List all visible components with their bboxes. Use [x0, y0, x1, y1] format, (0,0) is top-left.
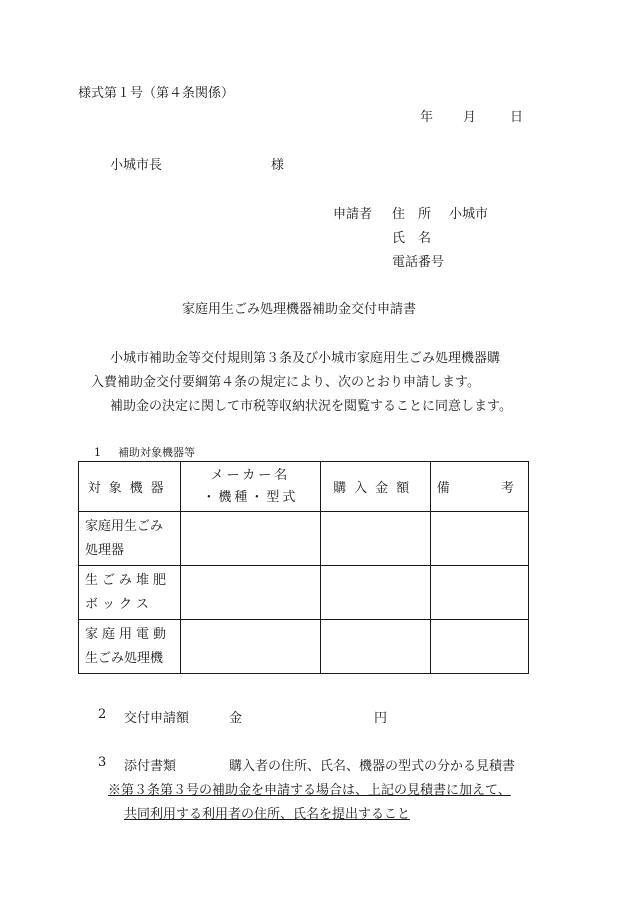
table-row: [79, 512, 529, 566]
form-number: 様式第１号（第４条関係）: [78, 86, 235, 101]
table-header-row: [79, 462, 529, 512]
section2-number: 2: [98, 707, 107, 722]
maker-model-cell[interactable]: [181, 512, 320, 566]
header-maker-line1: メーカー名: [210, 467, 291, 483]
header-equipment-type: 対象機器: [79, 462, 181, 512]
header-remarks-right: 考: [500, 481, 514, 496]
row-equipment-label: [79, 620, 181, 674]
section2-label: 交付申請額: [124, 711, 190, 726]
body-paragraph-line: 入費補助金交付要綱第４条の規定により、次のとおり申請します。: [91, 375, 480, 390]
maker-model-cell[interactable]: [181, 566, 320, 620]
section1-number: 1: [94, 446, 101, 459]
row-equipment-label: [79, 512, 181, 566]
header-maker-model: [181, 462, 320, 512]
remarks-cell[interactable]: [430, 620, 528, 674]
purchase-price-cell[interactable]: [320, 512, 430, 566]
attachment-description: 購入者の住所、氏名、機器の型式の分かる見積書: [229, 759, 516, 774]
remarks-cell[interactable]: [430, 512, 528, 566]
row-label-line1: 家庭用生ごみ: [85, 518, 164, 534]
attachment-note-line1: ※第３条第３号の補助金を申請する場合は、上記の見積書に加えて、: [108, 783, 511, 798]
header-remarks: [430, 462, 528, 512]
consent-paragraph: 補助金の決定に関して市税等収納状況を閲覧することに同意します。: [110, 399, 512, 414]
applicant-label: 申請者: [333, 207, 373, 222]
date-month-label: 月: [463, 110, 477, 125]
row-label-line2: 処理器: [85, 542, 125, 558]
section1-heading: [94, 444, 195, 460]
addressee-honorific: 様: [271, 158, 285, 173]
address-value: 小城市: [449, 207, 489, 222]
maker-model-cell[interactable]: [181, 620, 320, 674]
address-label: 住 所: [392, 207, 432, 222]
row-label-line1: 生ごみ堆肥: [85, 572, 171, 588]
date-year-label: 年: [420, 110, 434, 125]
section1-title: 補助対象機器等: [118, 446, 195, 459]
row-label-line2: 生ごみ処理機: [85, 650, 164, 666]
date-day-label: 日: [510, 110, 524, 125]
body-paragraph-line: 小城市補助金等交付規則第３条及び小城市家庭用生ごみ処理機器購: [110, 351, 501, 366]
section3-label: 添付書類: [124, 759, 177, 774]
table-row: [79, 566, 529, 620]
purchase-price-cell[interactable]: [320, 566, 430, 620]
header-purchase-price: 購入金額: [320, 462, 430, 512]
document-title: 家庭用生ごみ処理機器補助金交付申請書: [182, 302, 417, 317]
section3-number: 3: [98, 755, 107, 770]
purchase-price-cell[interactable]: [320, 620, 430, 674]
amount-suffix: 円: [374, 711, 388, 726]
row-label-line1: 家庭用電動: [85, 626, 171, 642]
remarks-cell[interactable]: [430, 566, 528, 620]
table-row: [79, 620, 529, 674]
phone-label: 電話番号: [392, 255, 445, 270]
row-label-line2: ボックス: [85, 596, 153, 612]
header-maker-line2: ・機種・型式: [202, 489, 299, 505]
amount-prefix: 金: [229, 711, 243, 726]
header-remarks-left: 備: [436, 481, 450, 496]
row-equipment-label: [79, 566, 181, 620]
name-label: 氏 名: [392, 231, 432, 246]
attachment-note-line2: 共同利用する利用者の住所、氏名を提出すること: [124, 807, 411, 822]
equipment-table: [78, 461, 529, 674]
addressee-name: 小城市長: [110, 158, 163, 173]
